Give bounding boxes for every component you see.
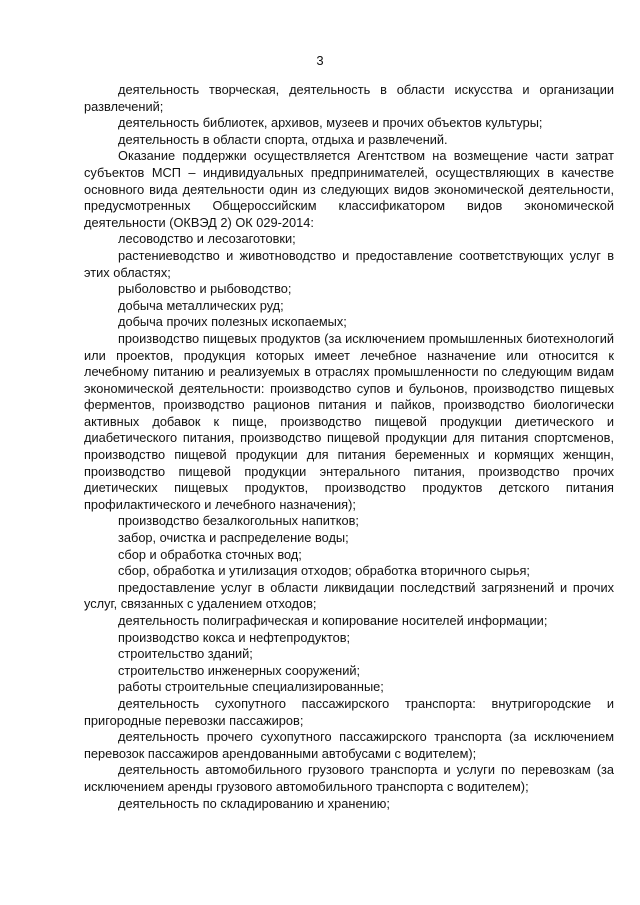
paragraph: сбор и обработка сточных вод;	[118, 546, 302, 562]
paragraph: деятельность творческая, деятельность в области искусства и организации развлечений;	[84, 82, 614, 114]
paragraph: деятельность прочего сухопутного пассажирского транспорта (за исключением перевозок пассажиров арендованными автобусами с водителем);	[84, 729, 614, 761]
paragraph: деятельность автомобильного грузового транспорта и услуги по перевозкам (за исключением аренды грузового автомобильного транспорта с водителем);	[84, 762, 614, 794]
paragraph: производство кокса и нефтепродуктов;	[118, 629, 351, 645]
page-number: 3	[316, 53, 324, 68]
paragraph: производство безалкогольных напитков;	[118, 513, 359, 529]
paragraph: строительство зданий;	[118, 646, 253, 662]
paragraph: рыболовство и рыбоводство;	[118, 281, 292, 297]
paragraph: деятельность по складированию и хранению;	[118, 795, 390, 811]
paragraph: деятельность в области спорта, отдыха и развлечений.	[118, 131, 448, 147]
paragraph: предоставление услуг в области ликвидации последствий загрязнений и прочих услуг, связанных с удалением отходов;	[84, 579, 614, 612]
paragraph: деятельность сухопутного пассажирского транспорта: внутригородские и пригородные перевозки пассажиров;	[84, 695, 614, 728]
paragraph: добыча металлических руд;	[118, 297, 284, 313]
paragraph: растениеводство и животноводство и предоставление соответствующих услуг в этих областях;	[84, 247, 614, 280]
paragraph: сбор, обработка и утилизация отходов; обработка вторичного сырья;	[118, 563, 530, 579]
paragraph: строительство инженерных сооружений;	[118, 662, 361, 678]
paragraph: лесоводство и лесозаготовки;	[118, 231, 296, 247]
paragraph: работы строительные специализированные;	[118, 679, 384, 695]
document-body	[84, 82, 614, 812]
paragraph: забор, очистка и распределение воды;	[118, 530, 349, 546]
paragraph: деятельность полиграфическая и копирование носителей информации;	[118, 613, 548, 628]
paragraph: производство пищевых продуктов (за исключением промышленных биотехнологий или проектов, продукция которых имеет лечебное назначение или относится к лечебному питанию и реализуемых в отраслях промышленности по следующим видам экономической деятельности: производство супов и бульонов, производство пищевых ферментов, производство рационов питания и пайков, производство биологически активных добавок к пище, производство пищевой продукции диетического и диабетического питания, производство пищевой продукции для питания спортсменов, производство пищевой продукции для питания беременных и кормящих женщин, производство пищевой продукции энтерального питания, производство прочих диетических пищевых продуктов, производство продуктов детского питания профилактического и лечебного назначения);	[84, 330, 614, 512]
paragraph: добыча прочих полезных ископаемых;	[118, 314, 347, 330]
paragraph: деятельность библиотек, архивов, музеев и прочих объектов культуры;	[118, 115, 543, 131]
paragraph: Оказание поддержки осуществляется Агентством на возмещение части затрат субъектов МСП – индивидуальных предпринимателей, осуществляющих в качестве основного вида деятельности один из следующих видов экономической деятельности, предусмотренных Общероссийским классификатором видов экономической деятельности (ОКВЭД 2) ОК 029-2014:	[84, 148, 614, 230]
